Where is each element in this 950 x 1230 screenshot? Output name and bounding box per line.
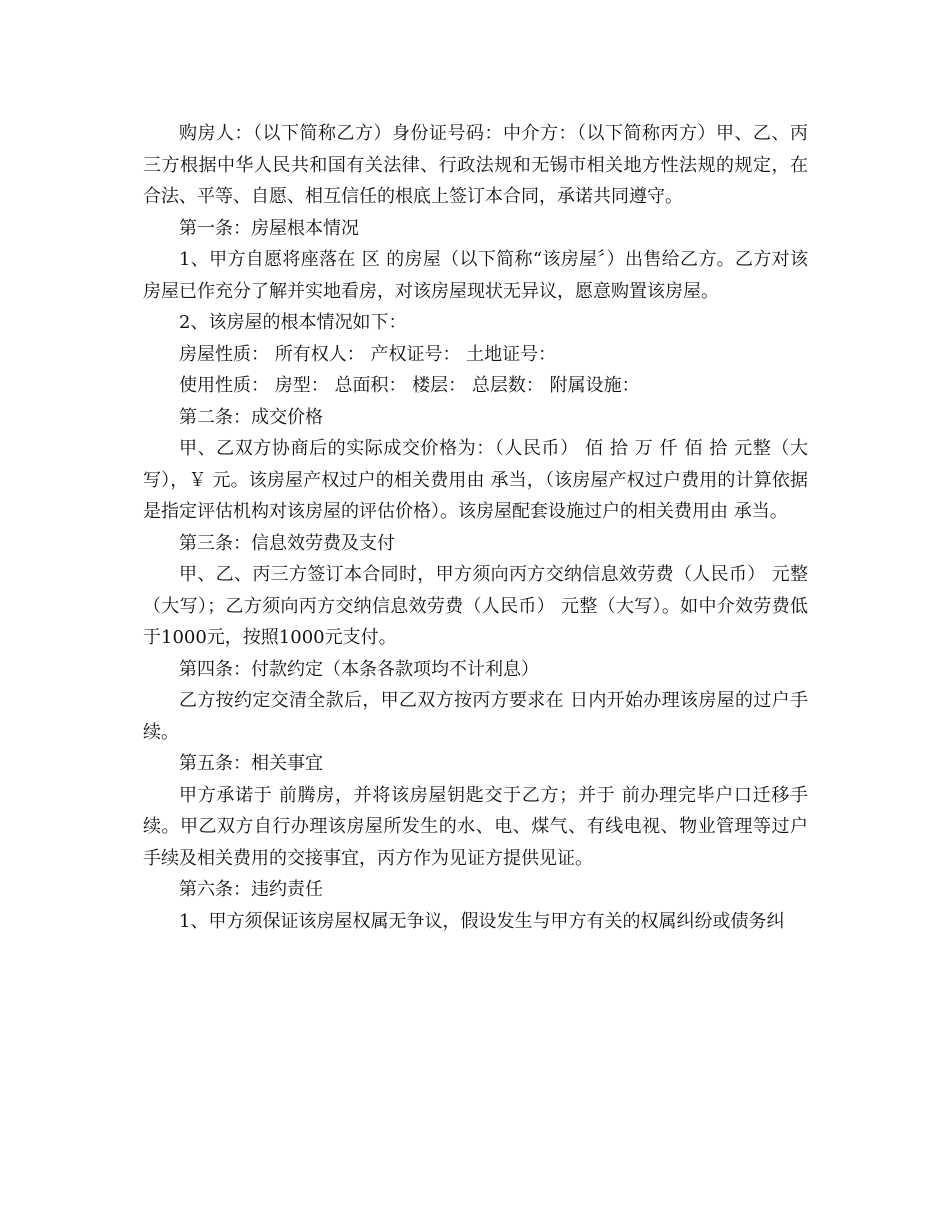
article-6-heading: 第六条：违约责任	[179, 879, 323, 900]
article-5-heading: 第五条：相关事宜	[179, 753, 323, 774]
article-2-heading: 第二条：成交价格	[179, 406, 323, 428]
article-6-item-1: 1、甲方须保证该房屋权属无争议，假设发生与甲方有关的权属纠纷或债务纠	[179, 910, 785, 932]
contract-body	[143, 118, 808, 937]
article-3-heading: 第三条：信息效劳费及支付	[179, 532, 395, 554]
property-fields-line-2: 使用性质： 房型： 总面积： 楼层： 总层数： 附属设施：	[179, 375, 640, 396]
article-2-text: 甲、乙双方协商后的实际成交价格为：（人民币） 佰 拾 万 仟 佰 拾 元整（大写），￥ 元。该房屋产权过户的相关费用由 承当，（该房屋产权过户费用的计算依据是指定评估机构对该房屋的评估价格）。该房屋配套设施过户的相关费用由 承当。	[143, 438, 808, 522]
article-4-text: 乙方按约定交清全款后，甲乙双方按丙方要求在 日内开始办理该房屋的过户手续。	[143, 690, 808, 743]
paragraph-parties: 购房人：（以下简称乙方）身份证号码：中介方：（以下简称丙方）甲、乙、丙三方根据中华人民共和国有关法律、行政法规和无锡市相关地方性法规的规定，在合法、平等、自愿、相互信任的根底上签订本合同，承诺共同遵守。	[143, 123, 808, 207]
article-1-item-1: 1、甲方自愿将座落在 区 的房屋（以下简称“该房屋〞）出售给乙方。乙方对该房屋已作充分了解并实地看房，对该房屋现状无异议，愿意购置该房屋。	[143, 249, 808, 302]
article-5-text: 甲方承诺于 前腾房，并将该房屋钥匙交于乙方；并于 前办理完毕户口迁移手续。甲乙双方自行办理该房屋所发生的水、电、煤气、有线电视、物业管理等过户手续及相关费用的交接事宜，丙方作为见证方提供见证。	[143, 784, 808, 869]
property-fields-line-1: 房屋性质： 所有权人： 产权证号： 土地证号：	[179, 343, 557, 365]
article-1-heading: 第一条：房屋根本情况	[179, 217, 359, 239]
article-1-item-2: 2、该房屋的根本情况如下：	[179, 312, 407, 333]
article-4-heading: 第四条：付款约定（本条各款项均不计利息）	[179, 658, 539, 680]
article-3-text: 甲、乙、丙三方签订本合同时，甲方须向丙方交纳信息效劳费（人民币） 元整（大写）；乙方须向丙方交纳信息效劳费（人民币） 元整（大写）。如中介效劳费低于1000元，按照1000元支付。	[143, 564, 808, 648]
